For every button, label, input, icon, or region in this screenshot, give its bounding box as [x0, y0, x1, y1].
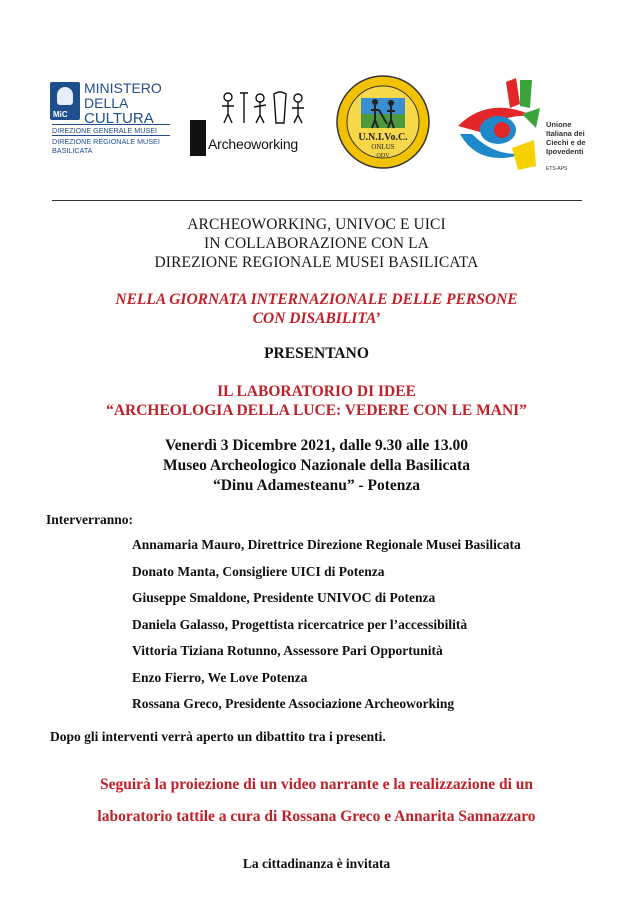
occasion-line: CON DISABILITA’: [252, 310, 381, 327]
organizers-line: DIREZIONE REGIONALE MUSEI BASILICATA: [154, 254, 479, 271]
screening-line: laboratorio tattile a cura di Rossana Greco e Annarita Sannazzaro: [97, 808, 536, 825]
divider: [52, 200, 582, 201]
mic-sub-line: DIREZIONE REGIONALE MUSEI: [52, 135, 170, 146]
mic-subtitle: [52, 124, 170, 155]
lab-title-line: “ARCHEOLOGIA DELLA LUCE: VEDERE CON LE MANI”: [106, 402, 527, 419]
mic-title-line: MINISTERO: [84, 80, 162, 96]
speaker-item: Vittoria Tiziana Rotunno, Assessore Pari Opportunità: [132, 643, 443, 658]
speaker-item: Donato Manta, Consigliere UICI di Potenza: [132, 563, 385, 579]
lab-title: [0, 382, 633, 420]
archeoworking-logo: [190, 90, 308, 158]
mic-title-line: DELLA: [84, 95, 129, 111]
mic-tag: MiC: [53, 110, 68, 119]
debate-note: Dopo gli interventi verrà aperto un dibattito tra i presenti.: [50, 729, 386, 744]
event-venue: Museo Archeologico Nazionale della Basilicata: [162, 457, 471, 474]
uici-name-line: Unione: [546, 120, 572, 129]
uici-name-line: Italiana dei: [546, 129, 585, 138]
logos-row: [40, 72, 600, 182]
presentano-heading: PRESENTANO: [264, 345, 369, 362]
screening-line: Seguirà la proiezione di un video narrante e la realizzazione di un: [100, 776, 533, 793]
organizers-line: IN COLLABORAZIONE CON LA: [204, 235, 429, 252]
screening-note: [0, 769, 633, 833]
mic-emblem-icon: [50, 82, 80, 120]
univoc-sub2: ODV: [376, 153, 390, 159]
speaker-item: Rossana Greco, Presidente Associazione Archeoworking: [132, 696, 455, 711]
event-place: “Dinu Adamesteanu” - Potenza: [212, 477, 421, 494]
invitation-note: La cittadinanza è invitata: [242, 856, 391, 871]
uici-ets: ETS-APS: [546, 166, 568, 172]
occasion-line: NELLA GIORNATA INTERNAZIONALE DELLE PERSONE: [115, 291, 518, 308]
organizers-heading: [0, 215, 633, 272]
event-date: Venerdì 3 Dicembre 2021, dalle 9.30 alle 13.00: [164, 437, 469, 454]
speaker-item: Enzo Fierro, We Love Potenza: [132, 669, 308, 685]
univoc-sub1: ONLUS: [371, 143, 395, 151]
speakers-label: Interverranno:: [46, 512, 133, 527]
uici-name-line: Ipovedenti: [546, 147, 584, 156]
uici-emblem-icon: [450, 74, 550, 174]
ancient-figures-icon: [218, 90, 306, 124]
uici-name-line: Ciechi e de: [546, 138, 586, 147]
speaker-item: Annamaria Mauro, Direttrice Direzione Regionale Musei Basilicata: [132, 537, 521, 552]
organizers-line: ARCHEOWORKING, UNIVOC E UICI: [187, 216, 446, 233]
speakers-list: [132, 536, 521, 722]
mic-title: [84, 81, 162, 126]
archeoworking-wordmark: Archeoworking: [208, 136, 298, 152]
speaker-item: Giuseppe Smaldone, Presidente UNIVOC di Potenza: [132, 590, 436, 605]
speaker-item: Daniela Galasso, Progettista ricercatrice per l’accessibilità: [132, 616, 468, 632]
lab-title-line: IL LABORATORIO DI IDEE: [217, 383, 416, 400]
univoc-logo: [335, 74, 431, 170]
event-details: [0, 436, 633, 496]
mic-title-line: CULTURA: [84, 110, 154, 127]
univoc-name: U.N.I.Vo.C.: [358, 132, 408, 143]
mic-sub-line: DIREZIONE GENERALE MUSEI: [52, 124, 170, 135]
occasion-heading: [0, 290, 633, 328]
uici-name: [546, 120, 586, 156]
mic-logo: [50, 82, 170, 172]
archeoworking-mark-icon: [190, 120, 206, 156]
uici-logo: [450, 74, 600, 174]
mic-sub-line: BASILICATA: [52, 146, 93, 155]
